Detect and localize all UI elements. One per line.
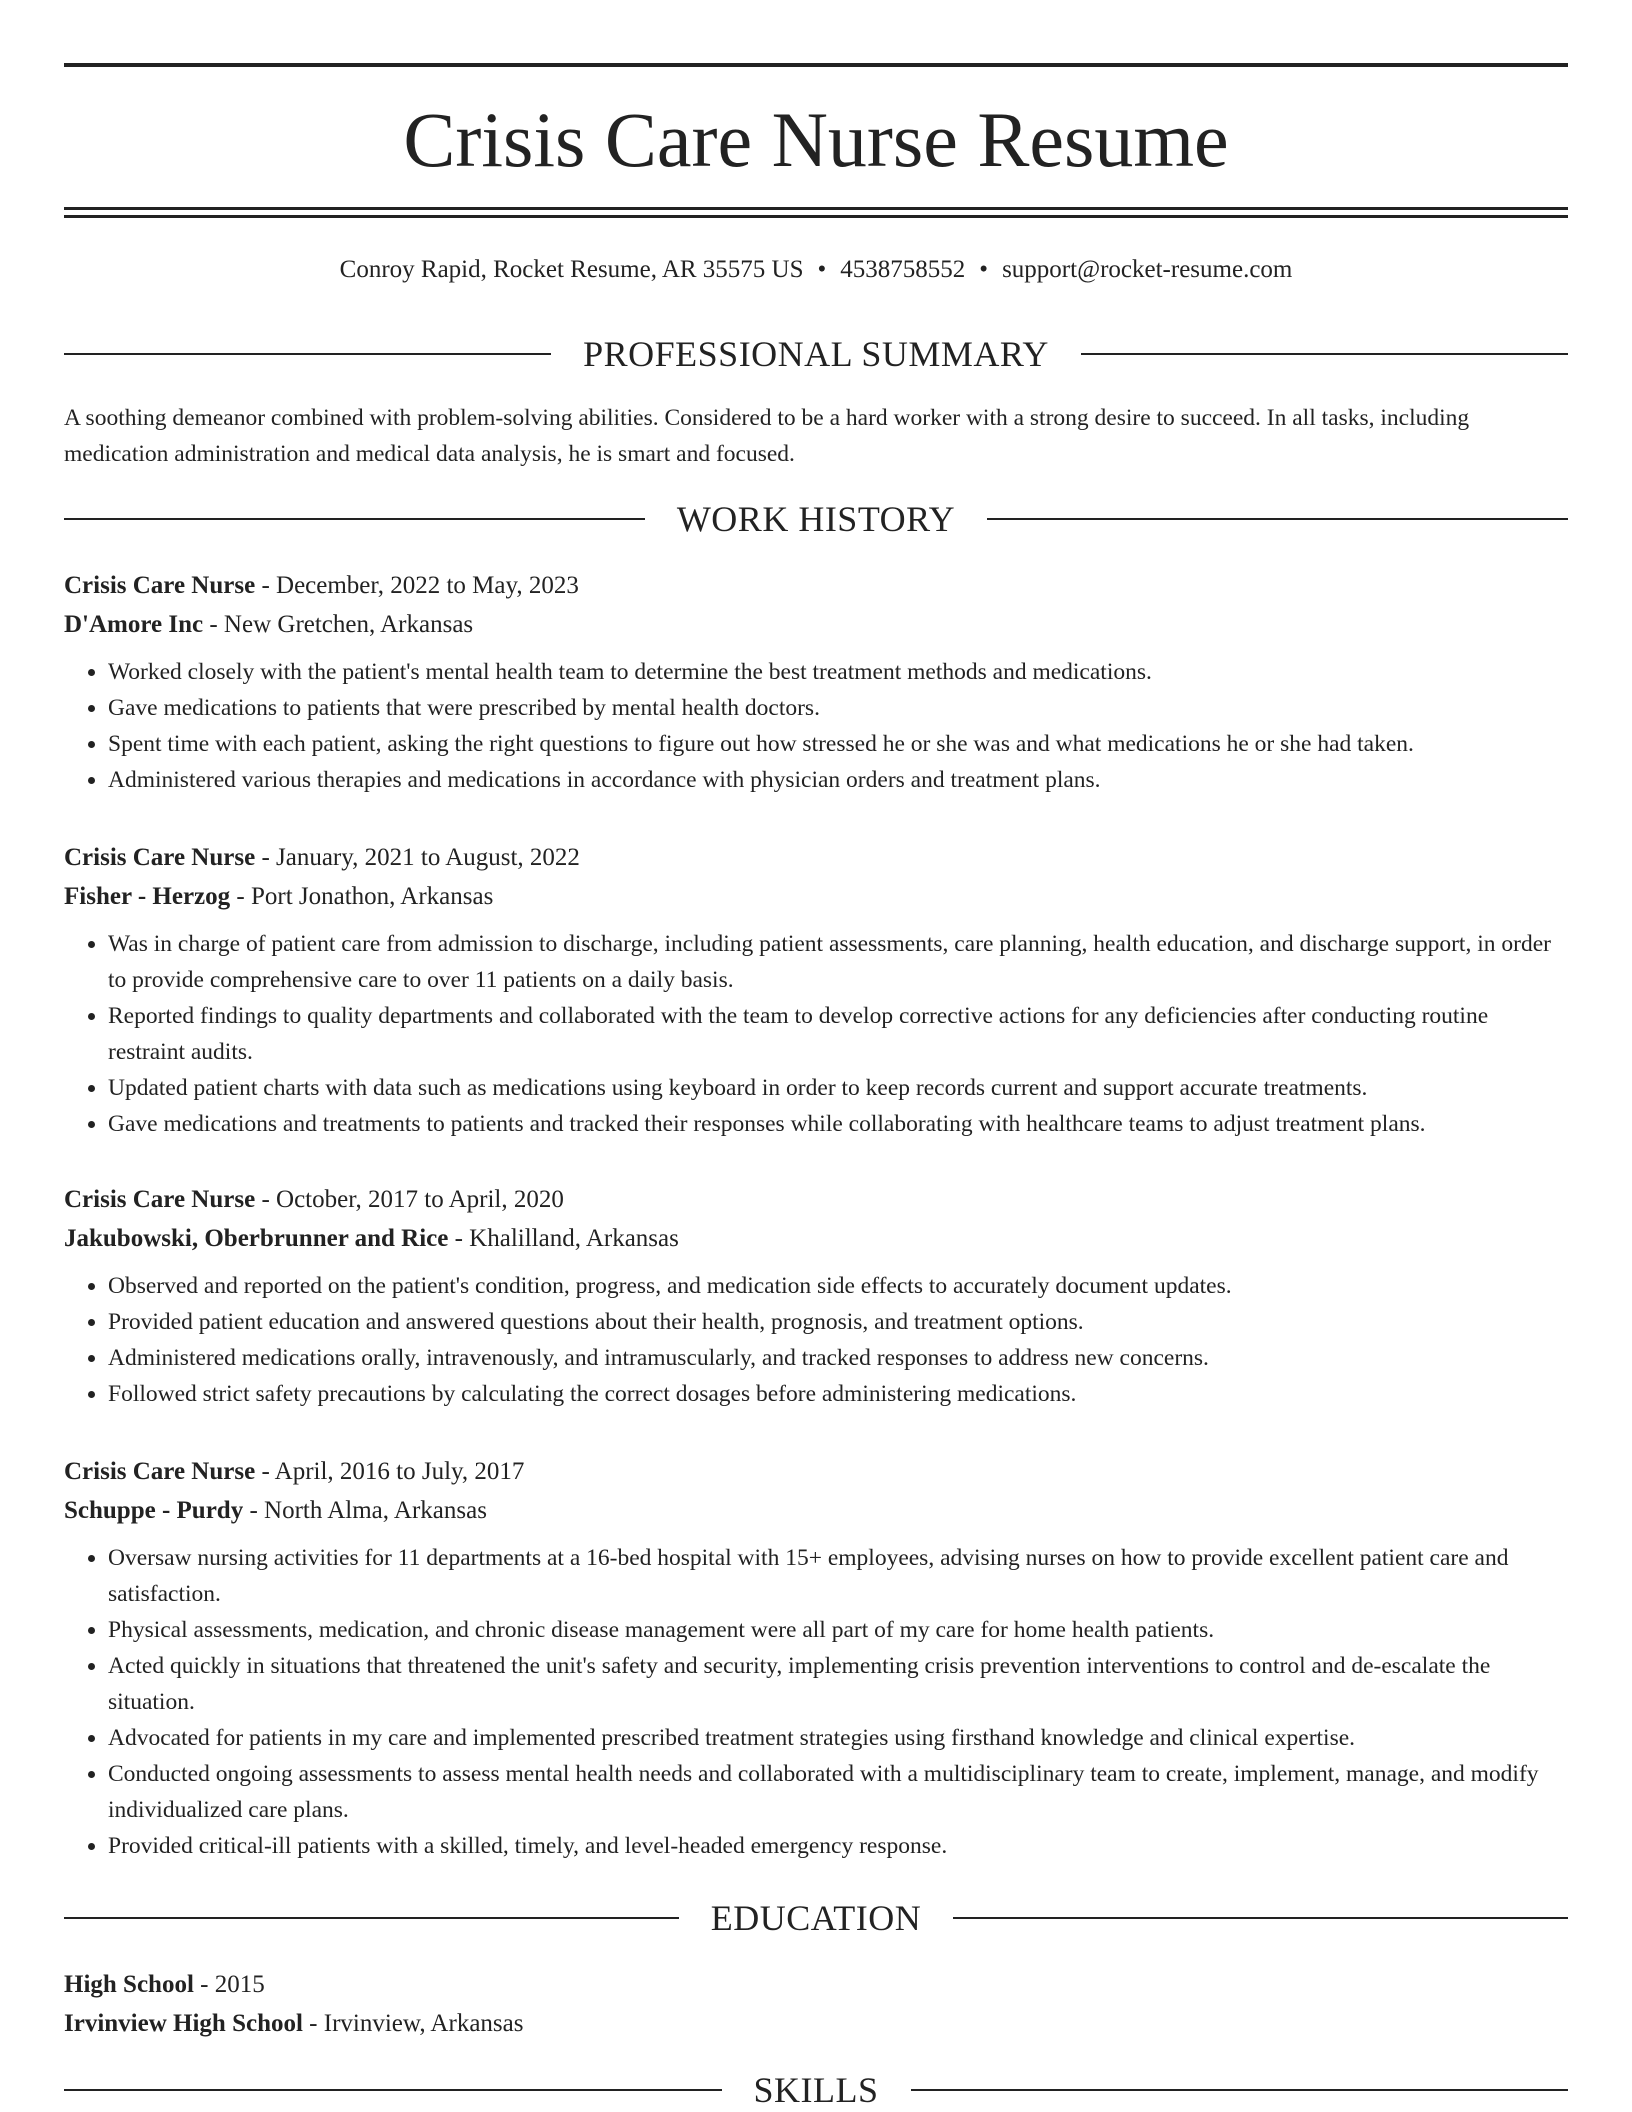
education-degree: High School	[64, 1971, 194, 1998]
contact-email: support@rocket-resume.com	[1002, 256, 1293, 283]
job-bullets	[64, 1540, 1568, 1864]
contact-separator: •	[979, 256, 989, 283]
section-divider	[1081, 353, 1568, 355]
job-company-row	[64, 877, 1568, 916]
job-bullet: • Updated patient charts with data such as medications using keyboard in order to keep records current and support accurate treatments.	[108, 1070, 1568, 1106]
job-bullet: • Was in charge of patient care from admission to discharge, including patient assessments, care planning, health education, and discharge support, in order to provide comprehensive care to over 11 patients on a daily basis.	[108, 926, 1568, 998]
section-divider	[953, 1917, 1568, 1919]
job-title-row	[64, 1180, 1568, 1219]
contact-separator: •	[817, 256, 827, 283]
job-bullet: • Observed and reported on the patient's condition, progress, and medication side effects to accurately document updates.	[108, 1268, 1568, 1304]
contact-line	[64, 252, 1568, 288]
section-divider	[911, 2089, 1569, 2091]
job-location: - Khalilland, Arkansas	[448, 1225, 679, 1252]
job-bullet: • Spent time with each patient, asking the right questions to figure out how stressed he or she was and what medications he or she had taken.	[108, 726, 1568, 762]
education-year: - 2015	[193, 1971, 265, 1998]
job-location: - North Alma, Arkansas	[243, 1497, 487, 1524]
job-dates: - April, 2016 to July, 2017	[255, 1458, 525, 1485]
job-dates: - December, 2022 to May, 2023	[255, 572, 579, 599]
job-bullets	[64, 1268, 1568, 1412]
section-divider	[64, 1917, 679, 1919]
section-title: WORK HISTORY	[676, 499, 956, 539]
job-bullets	[64, 654, 1568, 798]
job-entry	[64, 566, 1568, 798]
job-company-row	[64, 605, 1568, 644]
section-title: PROFESSIONAL SUMMARY	[583, 334, 1049, 374]
job-title-row	[64, 838, 1568, 877]
education-entry	[64, 1965, 1568, 2043]
summary-text: A soothing demeanor combined with problem-solving abilities. Considered to be a hard worker with a strong desire to succeed. In all tasks, including medication administration and medical data analysis, he is smart and focused.	[64, 405, 1470, 467]
job-entry	[64, 1180, 1568, 1412]
job-bullet: • Advocated for patients in my care and implemented prescribed treatment strategies using firsthand knowledge and clinical expertise.	[108, 1720, 1568, 1756]
job-bullet: • Provided patient education and answered questions about their health, prognosis, and treatment options.	[108, 1304, 1568, 1340]
job-title: Crisis Care Nurse	[64, 844, 256, 871]
contact-address: Conroy Rapid, Rocket Resume, AR 35575 US	[339, 256, 804, 283]
job-title: Crisis Care Nurse	[64, 1458, 256, 1485]
job-bullet: • Reported findings to quality departments and collaborated with the team to develop corrective actions for any deficiencies after conducting routine restraint audits.	[108, 998, 1568, 1070]
job-bullet: • Gave medications and treatments to patients and tracked their responses while collaborating with healthcare teams to adjust treatment plans.	[108, 1106, 1568, 1142]
section-divider	[64, 353, 551, 355]
job-company-row	[64, 1219, 1568, 1258]
section-divider	[64, 518, 645, 520]
job-bullets	[64, 926, 1568, 1142]
education-degree-row	[64, 1965, 1568, 2004]
job-dates: - January, 2021 to August, 2022	[255, 844, 580, 871]
job-location: - Port Jonathon, Arkansas	[230, 883, 494, 910]
job-bullet: • Administered medications orally, intravenously, and intramuscularly, and tracked responses to address new concerns.	[108, 1340, 1568, 1376]
contact-phone: 4538758552	[840, 256, 966, 283]
job-bullet: • Acted quickly in situations that threatened the unit's safety and security, implementing crisis prevention interventions to control and de-escalate the situation.	[108, 1648, 1568, 1720]
title-rule-lower	[64, 215, 1568, 218]
resume-title: Crisis Care Nurse Resume	[403, 96, 1229, 183]
job-location: - New Gretchen, Arkansas	[203, 611, 474, 638]
job-bullet: • Conducted ongoing assessments to assess mental health needs and collaborated with a multidisciplinary team to create, implement, manage, and modify individualized care plans.	[108, 1756, 1568, 1828]
section-title: SKILLS	[753, 2070, 879, 2110]
job-company: D'Amore Inc	[64, 611, 204, 638]
job-bullet: • Oversaw nursing activities for 11 departments at a 16-bed hospital with 15+ employees, advising nurses on how to provide excellent patient care and satisfaction.	[108, 1540, 1568, 1612]
section-title: EDUCATION	[710, 1898, 922, 1938]
job-bullet: • Worked closely with the patient's mental health team to determine the best treatment methods and medications.	[108, 654, 1568, 690]
job-title: Crisis Care Nurse	[64, 572, 256, 599]
section-work-history	[64, 497, 1568, 541]
job-title-row	[64, 566, 1568, 605]
job-company: Fisher - Herzog	[64, 883, 231, 910]
job-company: Schuppe - Purdy	[64, 1497, 244, 1524]
job-entry	[64, 1452, 1568, 1864]
education-school: Irvinview High School	[64, 2010, 303, 2037]
education-location: - Irvinview, Arkansas	[302, 2010, 524, 2037]
title-rule-upper	[64, 207, 1568, 210]
job-bullet: • Provided critical-ill patients with a skilled, timely, and level-headed emergency response.	[108, 1828, 1568, 1864]
section-skills	[64, 2068, 1568, 2112]
education-school-row	[64, 2004, 1568, 2043]
section-professional-summary	[64, 332, 1568, 376]
job-bullet: • Physical assessments, medication, and chronic disease management were all part of my care for home health patients.	[108, 1612, 1568, 1648]
job-dates: - October, 2017 to April, 2020	[255, 1186, 564, 1213]
job-bullet: • Administered various therapies and medications in accordance with physician orders and treatment plans.	[108, 762, 1568, 798]
section-divider	[987, 518, 1568, 520]
job-company: Jakubowski, Oberbrunner and Rice	[64, 1225, 449, 1252]
job-title: Crisis Care Nurse	[64, 1186, 256, 1213]
job-entry	[64, 838, 1568, 1142]
section-education	[64, 1896, 1568, 1940]
job-company-row	[64, 1491, 1568, 1530]
top-rule	[64, 63, 1568, 67]
job-bullet: • Gave medications to patients that were prescribed by mental health doctors.	[108, 690, 1568, 726]
job-bullet: • Followed strict safety precautions by calculating the correct dosages before administering medications.	[108, 1376, 1568, 1412]
section-divider	[64, 2089, 722, 2091]
job-title-row	[64, 1452, 1568, 1491]
